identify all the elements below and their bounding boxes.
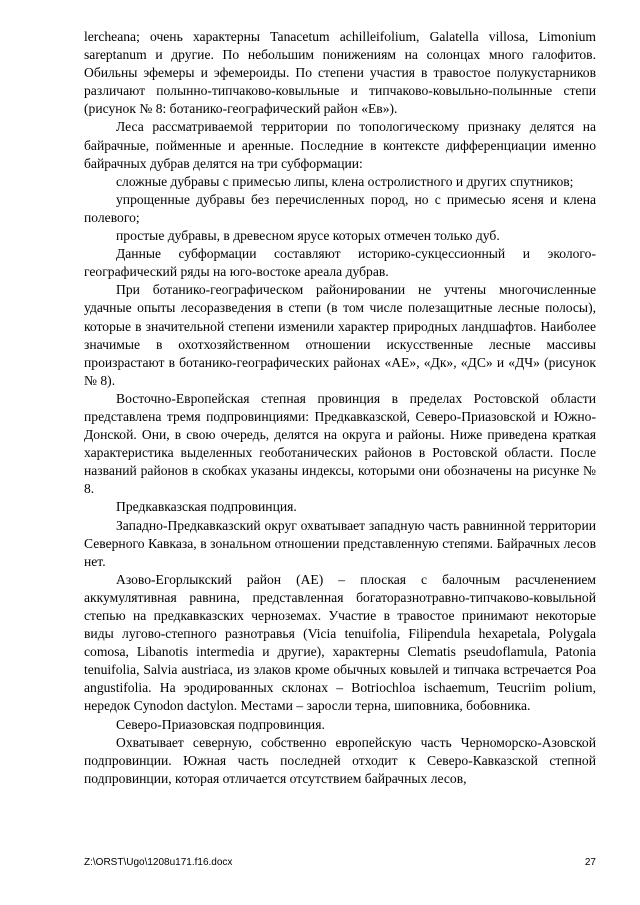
paragraph: Данные субформации составляют историко-сукцессионный и эколого-географический ряды на юго-востоке ареала дубрав. [84, 246, 596, 280]
paragraph: Западно-Предкавказский округ охватывает западную часть равнинной территории Северного Кавказа, в зональном отношении представленную степями. Байрачных лесов нет. [84, 517, 596, 569]
list-item: упрощенные дубравы без перечисленных пород, но с примесью ясеня и клена полевого; [84, 191, 596, 225]
paragraph: При ботанико-географическом районировании не учтены многочисленные удачные опыты лесоразведения в степи (в том числе полезащитные лесные полосы), которые в значительной степени изменили характер природных ландшафтов. Наиболее значимые в охотхозяйственном отношении искусственные лесные массивы произрастают в ботанико-географических районах «АЕ», «Дк», «ДС» и «ДЧ» (рисунок № 8). [84, 282, 596, 388]
page-number: 27 [584, 857, 596, 868]
list-item: сложные дубравы с примесью липы, клена остролистного и других спутников; [116, 173, 574, 189]
paragraph: Восточно-Европейская степная провинция в пределах Ростовской области представлена тремя подпровинциями: Предкавказской, Северо-Приазовской и Южно-Донской. Они, в свою очередь, делятся на округа и районы. Ниже приведена краткая характеристика выделенных геоботанических районов в Ростовской области. После названий районов в скобках указаны индексы, которыми они обозначены на рисунке № 8. [84, 390, 596, 497]
paragraph: Азово-Егорлыкский район (АЕ) – плоская с балочным расчленением аккумулятивная равнина, представленная богаторазнотравно-типчаково-ковыльной степью на предкавказских черноземах. Участие в травостое принимают некоторые виды лугово-степного разнотравья (Vicia tenuifolia, Filipendula hexapetala, Polygala comosa, Libanotis intermedia и другие), характерны Clematis pseudoflamula, Patonia tenuifolia, Salvia austriaca, из злаков кроме обычных ковылей и типчака встречается Poa angustifolia. На эродированных склонах – Botriochloa ischaemum, Teucriim polium, нередок Cynodon dactylon. Местами – заросли терна, шиповника, бобовника. [84, 571, 596, 714]
file-path: Z:\ORST\Ugo\1208u171.f16.docx [84, 857, 233, 868]
section-heading: Предкавказская подпровинция. [116, 499, 297, 515]
section-heading: Северо-Приазовская подпровинция. [116, 716, 325, 732]
list-item: простые дубравы, в древесном ярусе которых отмечен только дуб. [116, 228, 500, 244]
page-body [84, 28, 596, 788]
paragraph: Леса рассматриваемой территории по топологическому признаку делятся на байрачные, пойменные и аренные. Последние в контексте дифференциации именно байрачных дубрав делятся на три субформации: [84, 119, 596, 171]
paragraph: lercheana; очень характерны Tanacetum achilleifolium, Galatella villosa, Limonium sareptanum и другие. По небольшим понижениям на солонцах много галофитов. Обильны эфемеры и эфемероиды. По степени участия в травостое полукустарников различают полынно-типчаково-ковыльные и типчаково-ковыльно-полынные степи (рисунок № 8: ботанико-географический район «Ев»). [84, 29, 596, 117]
paragraph: Охватывает северную, собственно европейскую часть Черноморско-Азовской подпровинции. Южная часть последней отходит к Северо-Кавказской степной подпровинции, которая отличается отсутствием байрачных лесов, [84, 734, 596, 786]
